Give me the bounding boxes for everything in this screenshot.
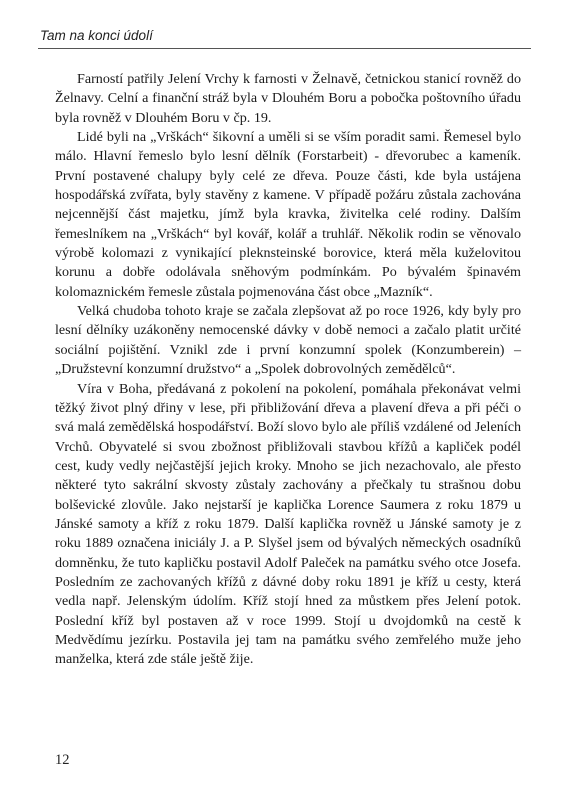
page-number: 12 — [55, 752, 70, 768]
paragraph: Farností patřily Jelení Vrchy k farnosti v Želnavě, četnickou stanicí rovněž do Želnavy. Celní a finanční stráž byla v Dlouhém Boru a pobočka poštovního úřadu byla rovněž v Dlouhém Boru v čp. 19. — [55, 71, 521, 126]
running-header: Tam na konci údolí — [40, 28, 153, 43]
paragraph: Velká chudoba tohoto kraje se začala zlepšovat až po roce 1926, kdy byly pro lesní dělníky uzákoněny nemocenské dávky v době nemoci a začalo platit určité sociální pojištění. Vznikl zde i první konzumní spolek (Konzumberein) – „Družstevní konzumní družstvo“ a „Spolek dobrovolných zemědělců“. — [55, 303, 521, 378]
body-text — [55, 70, 521, 670]
paragraph: Víra v Boha, předávaná z pokolení na pokolení, pomáhala překonávat velmi těžký život plný dřiny v lese, při přibližování dřeva a plavení dřeva a při péči o svá malá zemědělská hospodářství. Boží slovo bylo ale příliš vzdálené od Jeleních Vrchů. Obyvatelé si svou zbožnost přibližovali stavbou křížů a kapliček podél cest, kudy vedly nejčastější jejich kroky. Mnoho se jich nezachovalo, ale přesto některé tyto sakrální skvosty zůstaly zachovány a přečkaly tu strašnou dobu bolševické zlovůle. Jako nejstarší je kaplička Lorence Saumera z roku 1879 u Jánské samoty a kříž z roku 1879. Další kaplička rovněž u Jánské samoty je z roku 1889 označena iniciály J. a P. Slyšel jsem od bývalých německých osadníků domněnku, že tuto kapličku postavil Adolf Paleček na památku svého otce Josefa. Posledním ze zachovaných křížů z dávné doby roku 1891 je kříž u cesty, která vedla např. Jelenským údolím. Kříž stojí hned za můstkem přes Jelení potok. Poslední kříž byl postaven až v roce 1999. Stojí u dvojdomků na cestě k Medvědímu jezírku. Postavila jej tam na památku svého zemřelého muže jeho manželka, která zde stále ještě žije. — [55, 380, 521, 668]
header-rule — [38, 48, 531, 49]
paragraph: Lidé byli na „Vrškách“ šikovní a uměli si se vším poradit sami. Řemesel bylo málo. Hlavní řemeslo bylo lesní dělník (Forstarbeit) - dřevorubec a kameník. První postavené chalupy byly celé ze dřeva. Pouze části, kde byla ustájena hospodářská zvířata, byly stavěny z kamene. V případě požáru zůstala zachována nejcennější část majetku, jímž byla kravka, živitelka celé rodiny. Dalším řemeslníkem na „Vrškách“ byl kovář, kolář a truhlář. Několik rodin se věnovalo výrobě kolomazi z vynikající pleknsteinské borovice, která měla kuželovitou korunu a dobře odolávala sněhovým podmínkám. Po bývalém špinavém kolomaznickém řemesle zůstala pojmenována část obce „Mazník“. — [55, 129, 521, 300]
